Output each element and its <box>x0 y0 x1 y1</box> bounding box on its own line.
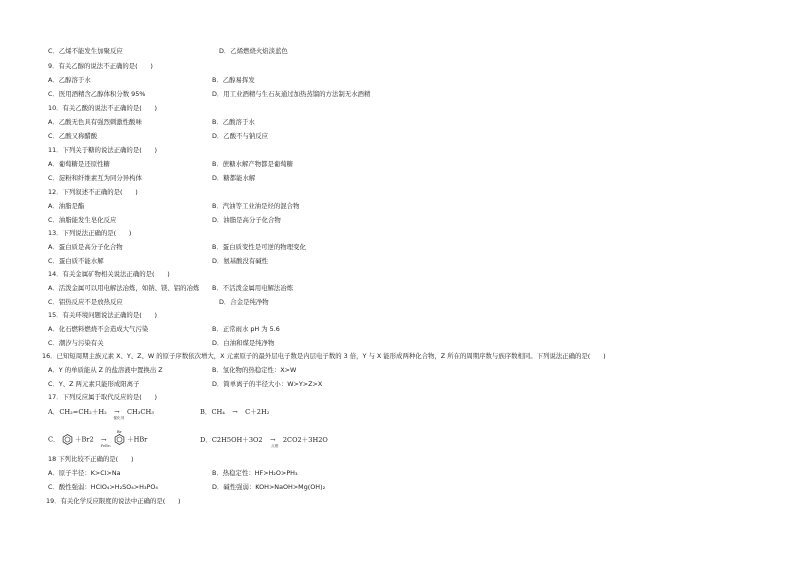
q15-stem: 15．有关环境问题说法正确的是( ) <box>48 311 157 319</box>
q17-c-condition: FeBr₃ <box>100 443 111 448</box>
reaction-arrow-icon: → FeBr₃ <box>96 436 112 444</box>
q12-stem: 12．下列叙述不正确的是( ) <box>48 188 138 196</box>
q10-stem: 10．有关乙酸的说法不正确的是( ) <box>48 104 157 112</box>
q16-option-a: A．Y 的单质能从 Z 的盐溶液中置换出 Z <box>48 366 163 374</box>
q16-option-c: C．Y、Z 两元素只能形成阳离子 <box>48 380 140 388</box>
q12-option-a: A．油脂是酯 <box>48 202 85 210</box>
q14-option-c: C．铝热反应不是放热反应 <box>48 298 123 306</box>
q18-option-b: B．热稳定性：HF>H₂O>PH₃ <box>212 469 298 477</box>
q16-option-b: B．氢化物的热稳定性：X>W <box>212 366 297 374</box>
reaction-arrow-icon: → 催化剂 <box>109 408 125 416</box>
q10-option-d: D．乙酸不与钠反应 <box>212 132 269 140</box>
reaction-arrow-icon: → <box>232 408 238 416</box>
benzene-ring-icon <box>62 434 73 445</box>
q9-option-c: C．医用酒精含乙醇体积分数 95% <box>48 90 146 98</box>
q17-d-label: D． <box>200 436 212 444</box>
q9-option-a: A．乙醇溶于水 <box>48 76 91 84</box>
q9-stem: 9．有关乙醇的说法不正确的是( ) <box>48 62 153 70</box>
q17-d-products: 2CO2＋3H2O <box>282 436 328 444</box>
q9-option-d: D．用工业酒精与生石灰通过加热蒸馏的方法制无水酒精 <box>212 90 371 98</box>
q17-a-products: CH₃CH₃ <box>126 408 154 416</box>
q17-b-reactants: CH₄ <box>211 408 225 416</box>
q10-option-a: A．乙酸无色具有强烈刺激性酸味 <box>48 118 142 126</box>
q12-option-d: D．油脂是高分子化合物 <box>212 216 281 224</box>
q17-a-condition: 催化剂 <box>113 416 125 420</box>
q15-option-d: D．白油和煤是纯净物 <box>212 339 275 347</box>
q12-option-c: C．油脂能发生皂化反应 <box>48 216 117 224</box>
q17-b-products: C＋2H₂ <box>245 408 270 416</box>
q16-stem: 16．已知短周期主族元素 X、Y、Z、W 的原子序数依次增大，X 元素原子的最外层电子数是内层电子数的 3 倍，Y 与 X 能形成两种化合物，Z 所在的周期序数与族序数相同。下列说法正确的是( ) <box>42 352 606 360</box>
q13-stem: 13．下列说法正确的是( ) <box>48 229 132 237</box>
q11-option-d: D．糖都能水解 <box>212 174 256 182</box>
q17-c-label: C． <box>48 435 60 444</box>
q14-option-b: B．不活泼金属用电解法冶炼 <box>212 284 294 292</box>
q18-option-d: D．碱性强弱：KOH>NaOH>Mg(OH)₂ <box>212 483 326 491</box>
q8-option-d: D．乙烯燃烧火焰淡蓝色 <box>219 47 288 55</box>
q17-option-b <box>200 408 269 416</box>
q11-option-c: C．淀粉和纤维素互为同分异构体 <box>48 174 142 182</box>
q17-option-d <box>200 436 328 448</box>
q14-option-a: A．活泼金属可以用电解法冶炼，如钠、镁、铝的冶炼 <box>48 284 200 292</box>
q12-option-b: B．汽油等工业油是烃的混合物 <box>212 202 300 210</box>
q16-option-d: D．简单离子的半径大小：W>Y>Z>X <box>212 380 323 388</box>
q14-stem: 14．有关金属矿物相关说法正确的是( ) <box>48 270 170 278</box>
q15-option-a: A．化石燃料燃烧不会造成大气污染 <box>48 325 149 333</box>
q11-option-b: B．蔗糖水解产物都是葡萄糖 <box>212 160 294 168</box>
q8-option-c: C．乙烯不能发生加聚反应 <box>48 47 123 55</box>
q17-c-reagent: ＋Br2 <box>74 435 94 444</box>
q17-c-br-substituent: Br <box>116 429 122 434</box>
q17-b-label: B． <box>200 408 212 416</box>
q10-option-b: B．乙酸溶于水 <box>212 118 255 126</box>
q18-option-c: C．酸性强弱：HClO₄>H₂SO₄>H₃PO₄ <box>48 483 158 491</box>
q17-option-c <box>48 429 148 448</box>
q15-option-c: C．潮汐与污染有关 <box>48 339 104 347</box>
q17-c-product-tail: ＋HBr <box>126 435 148 444</box>
q18-stem: 18 下列比较不正确的是( ) <box>48 455 134 463</box>
q10-option-c: C．乙酸又称醋酸 <box>48 132 98 140</box>
q19-stem: 19．有关化学反应限度的说法中正确的是( ) <box>46 497 181 505</box>
q13-option-a: A．蛋白质是高分子化合物 <box>48 243 123 251</box>
q11-stem: 11．下列关于糖的说法正确的是( ) <box>48 146 157 154</box>
q14-option-d: D．合金是纯净物 <box>219 298 269 306</box>
q13-option-d: D．氨基酸没有碱性 <box>212 257 269 265</box>
q13-option-c: C．蛋白质不能水解 <box>48 257 104 265</box>
reaction-arrow-icon: → 点燃 <box>265 436 281 444</box>
q15-option-b: B．正常雨水 pH 为 5.6 <box>212 325 280 333</box>
q17-a-reactants: CH₂=CH₂＋H₂ <box>59 408 107 416</box>
q13-option-b: B．蛋白质变性是可逆的物理变化 <box>212 243 306 251</box>
q17-a-label: A． <box>48 408 60 416</box>
q17-option-a <box>48 408 154 420</box>
q18-option-a: A．原子半径：K>Cl>Na <box>48 469 121 477</box>
q17-d-reactants: C2H5OH＋3O2 <box>211 436 263 444</box>
q9-option-b: B．乙醇易挥发 <box>212 76 255 84</box>
q11-option-a: A．葡萄糖是还原性糖 <box>48 160 110 168</box>
q17-stem: 17．下列反应属于取代反应的是( ) <box>48 393 157 401</box>
q17-d-condition: 点燃 <box>271 444 279 448</box>
